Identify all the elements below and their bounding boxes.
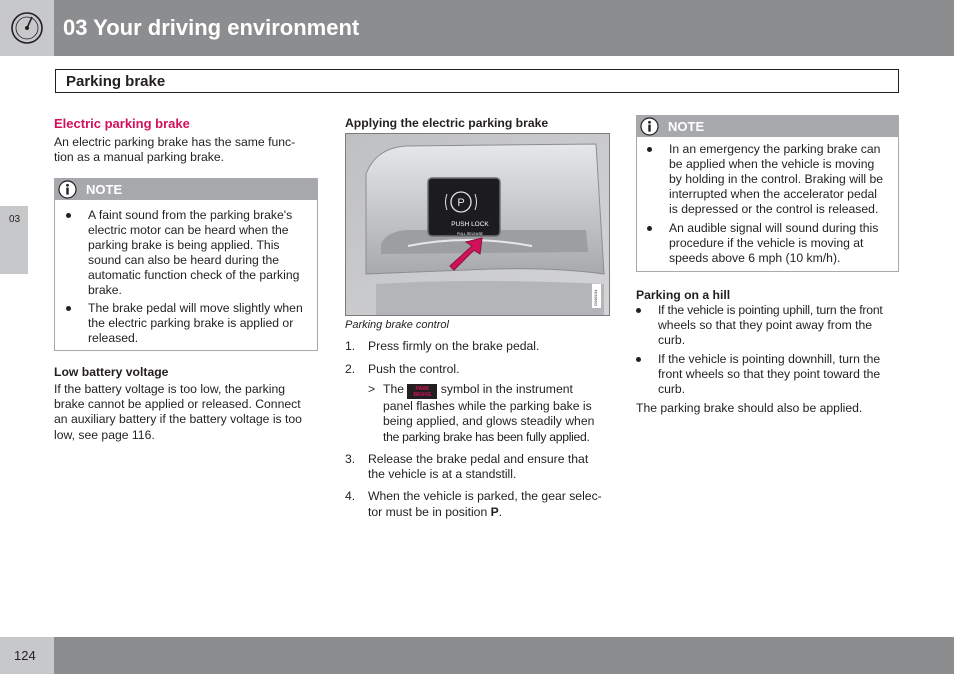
note-text: by holding in the control. Braking will be bbox=[669, 172, 884, 186]
hill-text: curb. bbox=[658, 333, 686, 347]
push-lock-text: PUSH LOCK bbox=[451, 221, 489, 228]
bullet-dot bbox=[647, 226, 652, 231]
note-text: released. bbox=[88, 331, 139, 345]
substep-text: the parking brake has been fully applied. bbox=[383, 430, 590, 444]
substep-marker: > bbox=[368, 382, 376, 396]
step-text-line bbox=[368, 505, 502, 520]
note-label: NOTE bbox=[86, 182, 123, 197]
note-text: is depressed or the control is released. bbox=[669, 202, 879, 216]
low-battery-heading: Low battery voltage bbox=[54, 365, 169, 379]
park-symbol-text: BRAKE bbox=[413, 392, 432, 398]
info-icon bbox=[58, 180, 77, 199]
intro-line-1: An electric parking brake has the same func- bbox=[54, 135, 296, 149]
hill-text: If the vehicle is pointing uphill, turn the front bbox=[658, 303, 883, 317]
substep-first-line bbox=[383, 382, 573, 399]
substep-text: panel flashes while the parking bake is bbox=[383, 399, 592, 413]
note-text: electric motor can be heard when the bbox=[88, 223, 289, 237]
substep-text: being applied, and glows steadily when bbox=[383, 414, 595, 428]
low-battery-line: low, see page 116. bbox=[54, 428, 155, 442]
electric-parking-brake-heading: Electric parking brake bbox=[54, 116, 190, 131]
step-number: 2. bbox=[345, 362, 356, 376]
hill-text: wheels so that they point away from the bbox=[658, 318, 873, 332]
note-text: parking brake is being applied. This bbox=[88, 238, 280, 252]
hill-closing-text: The parking brake should also be applied. bbox=[636, 401, 863, 415]
bullet-dot bbox=[636, 357, 641, 362]
step-number: 1. bbox=[345, 339, 356, 353]
note-text: be applied when the vehicle is moving bbox=[669, 157, 875, 171]
note-text: procedure if the vehicle is moving at bbox=[669, 236, 864, 250]
note-text: interrupted when the accelerator pedal bbox=[669, 187, 877, 201]
pull-release-text: PULL RELEASE bbox=[457, 232, 483, 236]
bullet-dot bbox=[66, 213, 71, 218]
section-title: Parking brake bbox=[66, 73, 166, 90]
step-text: the vehicle is at a standstill. bbox=[368, 467, 517, 481]
note-text: automatic function check of the parking bbox=[88, 268, 300, 282]
hill-text: front wheels so that they point toward the bbox=[658, 367, 881, 381]
step-number: 4. bbox=[345, 489, 356, 503]
note-header bbox=[55, 179, 317, 200]
note-text: brake. bbox=[88, 283, 122, 297]
note-box-right bbox=[636, 115, 899, 272]
substep-text: symbol in the instrument bbox=[440, 382, 573, 396]
step-text: tor must be in position bbox=[368, 505, 491, 519]
park-brake-symbol bbox=[407, 384, 437, 399]
applying-heading: Applying the electric parking brake bbox=[345, 116, 549, 130]
intro-line-2: tion as a manual parking brake. bbox=[54, 150, 225, 164]
park-symbol-text: PARK bbox=[415, 386, 430, 392]
chapter-side-tab bbox=[0, 206, 28, 274]
bullet-dot bbox=[636, 308, 641, 313]
figure-caption: Parking brake control bbox=[345, 319, 449, 331]
page-footer bbox=[0, 637, 954, 674]
step-text: Release the brake pedal and ensure that bbox=[368, 452, 589, 466]
step-text: Push the control. bbox=[368, 362, 460, 376]
bullet-dot bbox=[647, 147, 652, 152]
speedometer-icon bbox=[10, 11, 44, 45]
note-text: The brake pedal will move slightly when bbox=[88, 301, 303, 315]
chapter-icon-box bbox=[0, 0, 54, 56]
page-number-box bbox=[0, 637, 54, 674]
section-bar bbox=[55, 69, 899, 93]
note-header bbox=[637, 116, 898, 137]
gear-position-p: P bbox=[490, 505, 499, 519]
chapter-header bbox=[0, 0, 954, 56]
substep-text: The bbox=[383, 382, 405, 396]
note-label: NOTE bbox=[668, 119, 705, 134]
step-text: . bbox=[498, 505, 503, 519]
parking-brake-figure bbox=[345, 133, 610, 316]
note-text: In an emergency the parking brake can bbox=[669, 142, 881, 156]
low-battery-line: If the battery voltage is too low, the parking bbox=[54, 382, 286, 396]
chapter-title: 03 Your driving environment bbox=[63, 15, 360, 40]
low-battery-line: an auxiliary battery if the battery voltage is too bbox=[54, 412, 302, 426]
hill-text: curb. bbox=[658, 382, 686, 396]
hill-text: If the vehicle is pointing downhill, turn the bbox=[658, 352, 881, 366]
note-text: speeds above 6 mph (10 km/h). bbox=[669, 251, 841, 265]
info-icon bbox=[640, 117, 659, 136]
figure-code: G046134 bbox=[593, 289, 598, 306]
svg-text:P: P bbox=[457, 197, 465, 209]
note-text: the electric parking brake is applied or bbox=[88, 316, 294, 330]
page-number: 124 bbox=[14, 648, 36, 663]
note-box-left bbox=[54, 178, 318, 351]
parking-brake-illustration bbox=[346, 134, 610, 316]
note-text: sound can also be heard during the bbox=[88, 253, 280, 267]
side-tab-label: 03 bbox=[9, 214, 21, 225]
note-text: An audible signal will sound during this bbox=[669, 221, 879, 235]
step-text: Press firmly on the brake pedal. bbox=[368, 339, 540, 353]
low-battery-line: brake cannot be applied or released. Connect bbox=[54, 397, 301, 411]
note-text: A faint sound from the parking brake's bbox=[88, 208, 293, 222]
step-text: When the vehicle is parked, the gear selec- bbox=[368, 489, 602, 503]
step-number: 3. bbox=[345, 452, 356, 466]
parking-on-hill-heading: Parking on a hill bbox=[636, 288, 731, 302]
bullet-dot bbox=[66, 306, 71, 311]
